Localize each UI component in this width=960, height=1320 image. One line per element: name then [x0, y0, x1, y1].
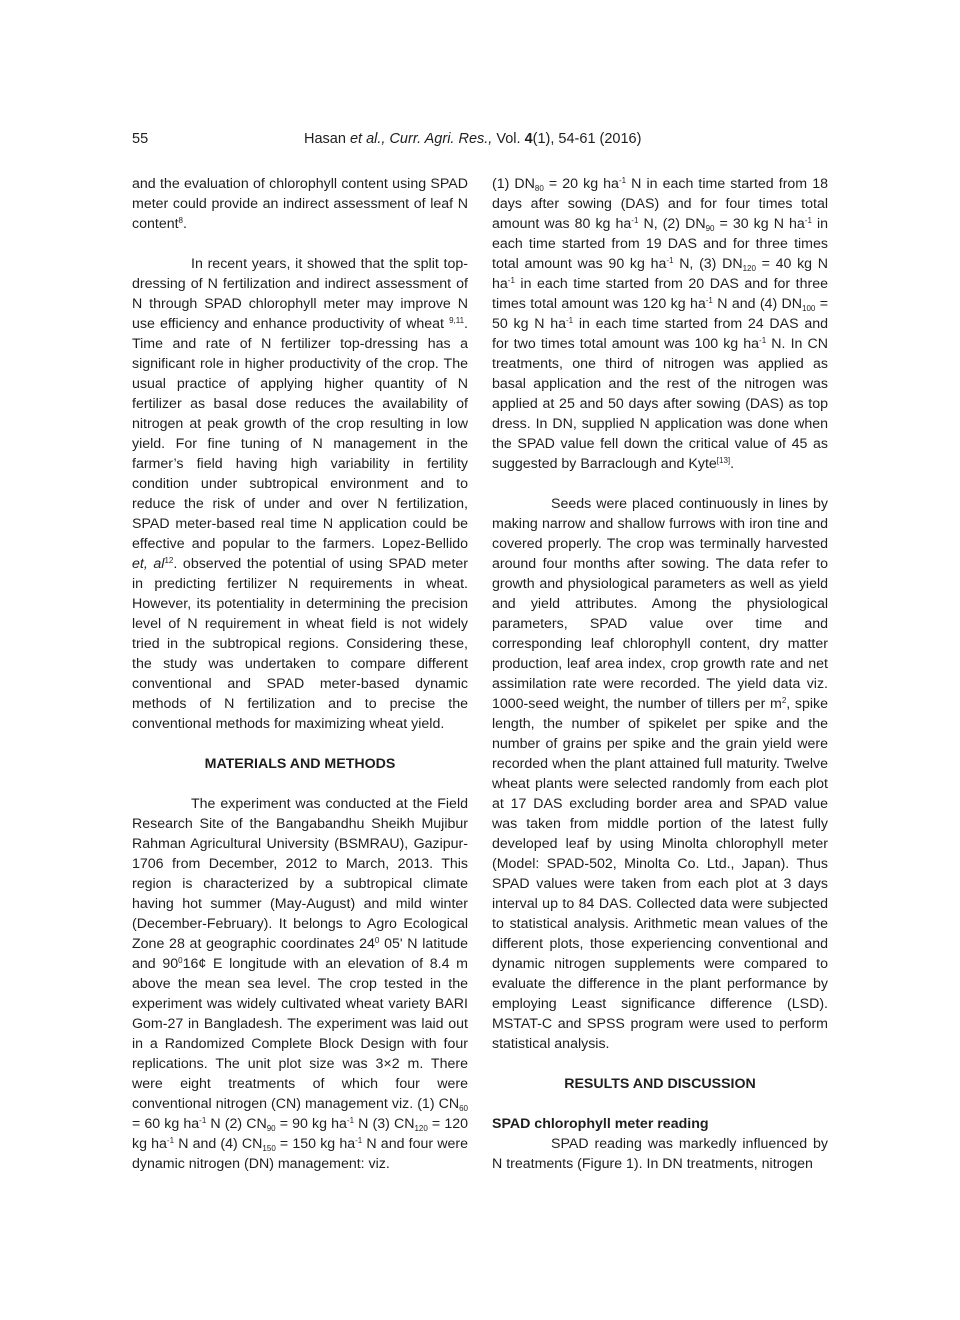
text-run: N and four were dynamic nitrogen (DN) management: viz.: [132, 1136, 468, 1172]
running-head-authors: Hasan: [304, 131, 346, 147]
subscript: 80: [534, 184, 544, 193]
subscript: 120: [414, 1124, 428, 1133]
text-run: = 20 kg ha: [543, 176, 619, 192]
citation: 9,11: [449, 316, 465, 325]
superscript: -1: [346, 1116, 355, 1125]
superscript: -1: [566, 316, 574, 325]
degree-mark: 0: [374, 936, 380, 945]
superscript: -1: [705, 296, 713, 305]
superscript: -1: [199, 1116, 207, 1125]
text-run: In recent years, it showed that the split top-dressing of N fertilization and indirect assessment of N through SPAD chlorophyll meter may improve N use efficiency and enhance productivity of wheat: [132, 256, 468, 332]
section-heading-materials-methods: MATERIALS AND METHODS: [204, 756, 396, 772]
text-run: 16¢ E longitude with an elevation of 8.4 m above the mean sea level. The crop tested in the experiment was widely cultivated wheat variety BARI Gom-27 in Bangladesh. The experiment was laid out in a Randomized Complete Block Design with four replications. The unit plot size was 3×2 m. There were eight treatments of which four were conventional nitrogen (CN) management viz. (1) CN: [132, 956, 468, 1112]
text-run: Seeds were placed continuously in lines by making narrow and shallow furrows with iron tine and covered properly. The crop was terminally harvested around four months after sowing. The data refer to growth and physiological parameters as well as yield and yield attributes. Among the physiological parameters, SPAD value over time and corresponding leaf chlorophyll content, dry matter production, leaf area index, crop growth rate and net assimilation rate were recorded. The yield data viz. 1000-seed weight, the number of tillers per m: [492, 496, 828, 712]
text-run: N (2) CN: [206, 1116, 267, 1132]
citation: [13]: [716, 456, 731, 465]
text-run: N. In CN treatments, one third of nitrogen was applied as basal application and the rest of the nitrogen was applied at 25 and 50 days after sowing (DAS) as top dress. In DN, supplied N application was done when the SPAD value fell down the critical value of 45 as suggested by Barraclough and Kyte: [492, 336, 828, 472]
running-head-et-al: et al.,: [349, 131, 386, 147]
text-run: N and (4) CN: [174, 1136, 263, 1152]
text-run: . Time and rate of N fertilizer top-dressing has a significant role in higher productivity of the crop. The usual practice of applying higher quantity of N fertilizer as basal dose reduces the availability of nitrogen at peak growth of the crop resulting in low yield. For fine tuning of N management in the farmer’s field having high variability in fertility condition under subtropical environment and to reduce the risk of under and over N fertilization, SPAD meter-based real time N application could be effective and popular to the farmers. Lopez-Bellido: [132, 316, 468, 552]
text-run: = 30 kg N ha: [714, 216, 805, 232]
text-run: (1) DN: [492, 176, 535, 192]
superscript: 2: [781, 696, 787, 705]
paragraph: [492, 494, 828, 1054]
text-run: = 90 kg ha: [275, 1116, 347, 1132]
text-run: .: [183, 216, 187, 232]
text-run: = 150 kg ha: [275, 1136, 356, 1152]
superscript: -1: [804, 216, 812, 225]
subscript: 150: [262, 1144, 276, 1153]
running-head-vol-label: Vol.: [496, 131, 521, 147]
text-run: 05' N latitude and 90: [132, 936, 468, 972]
paragraph: [132, 794, 468, 1174]
superscript: -1: [666, 256, 674, 265]
section-heading-results-discussion: RESULTS AND DISCUSSION: [564, 1076, 756, 1092]
running-head-issue: (1), 54-61 (2016): [532, 131, 642, 147]
running-head-journal: Curr. Agri. Res.,: [389, 131, 493, 147]
text-run: , spike length, the number of spikelet per spike and the number of grains per spike and the grain yield were recorded when the plant attained full maturity. Twelve wheat plants were selected randomly from each plot at 17 DAS excluding border area and SPAD value was taken from middle portion of the latest fully developed leaf by using Minolta chlorophyll meter (Model: SPAD-502, Minolta Co. Ltd., Japan). Thus SPAD values were taken from each plot at 3 days interval up to 84 DAS. Collected data were subjected to statistical analysis. Arithmetic mean values of the different plots, those experiencing conventional and dynamic nitrogen supplements were compared to evaluate the difference in the plant performance by employing Least significance difference (LSD). MSTAT-C and SPSS program were used to perform statistical analysis.: [492, 696, 828, 1052]
text-run: = 40 kg N ha: [492, 256, 829, 292]
subscript: 60: [459, 1104, 468, 1113]
running-head: [304, 129, 641, 149]
superscript: -1: [166, 1136, 175, 1145]
text-run: .: [730, 456, 735, 472]
subscript: 90: [266, 1124, 276, 1133]
right-column: [492, 174, 828, 1174]
left-column: [132, 174, 468, 1174]
superscript: -1: [618, 176, 627, 185]
superscript: -1: [507, 276, 515, 285]
citation: 8: [178, 216, 183, 225]
text-run: The experiment was conducted at the Field Research Site of the Bangabandhu Sheikh Mujibur Rahman Agricultural University (BSMRAU), Gazipur-1706 from December, 2012 to March, 2013. This region is characterized by a subtropical climate having hot summer (May-August) and mild winter (December-February). It belongs to Agro Ecological Zone 28 at geographic coordinates 24: [132, 796, 468, 952]
running-head-volume: 4: [524, 131, 533, 147]
text-run: N (3) CN: [354, 1116, 415, 1132]
text-run: N, (3) DN: [673, 256, 743, 272]
subscript: 100: [802, 304, 816, 313]
superscript: -1: [355, 1136, 363, 1145]
paragraph: SPAD reading was markedly influenced by N treatments (Figure 1). In DN treatments, nitrogen: [492, 1136, 828, 1172]
text-run: = 50 kg N ha: [492, 296, 829, 332]
et-al: et, al: [132, 556, 165, 572]
text-run: in each time started from 20 DAS and for three times total amount was 120 kg ha: [492, 276, 828, 312]
text-run: in each time started from 24 DAS and for two times total amount was 100 kg ha: [492, 316, 828, 352]
superscript: -1: [631, 216, 639, 225]
paragraph: [492, 174, 828, 474]
text-run: N and (4) DN: [712, 296, 803, 312]
subscript: 90: [705, 224, 715, 233]
text-run: = 120 kg ha: [132, 1116, 468, 1152]
text-run: N in each time started from 18 days after sowing (DAS) and for four times total amount was 80 kg ha: [492, 176, 828, 232]
page-number: 55: [132, 131, 149, 147]
superscript: -1: [759, 336, 767, 345]
text-run: in each time started from 19 DAS and for three times total amount was 90 kg ha: [492, 216, 828, 272]
degree-mark: 0: [178, 956, 183, 965]
citation: 12: [164, 556, 174, 565]
text-run: = 60 kg ha: [132, 1116, 200, 1132]
paragraph: [132, 174, 468, 234]
paragraph: [132, 254, 468, 734]
text-run: and the evaluation of chlorophyll content using SPAD meter could provide an indirect assessment of leaf N content: [132, 176, 468, 232]
text-run: N, (2) DN: [638, 216, 706, 232]
subscript: 120: [742, 264, 756, 273]
text-run: . observed the potential of using SPAD meter in predicting fertilizer N requirements in wheat. However, its potentiality in determining the precision level of N requirement in wheat field is not widely tried in the subtropical regions. Considering these, the study was undertaken to compare different conventional and SPAD meter-based dynamic methods of N fertilization and to precise the conventional methods for maximizing wheat yield.: [132, 556, 468, 732]
subsection-heading: SPAD chlorophyll meter reading: [492, 1116, 709, 1132]
